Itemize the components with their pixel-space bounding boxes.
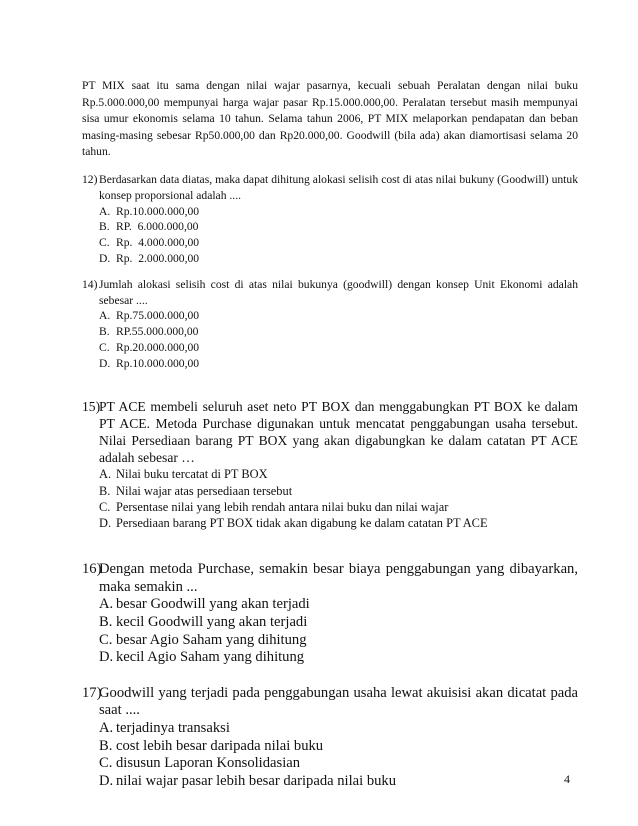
question-text: Jumlah alokasi selisih cost di atas nilai bukunya (goodwill) dengan konsep Unit Ekonomi adalah sebesar .... [99, 277, 578, 307]
option-d: D. Rp. 2.000.000,00 [99, 251, 200, 265]
option-c: C. Rp.20.000.000,00 [99, 340, 200, 354]
question-number: 14) [82, 277, 98, 291]
question-15 [82, 398, 578, 532]
option-c: C. Persentase nilai yang lebih rendah antara nilai buku dan nilai wajar [99, 499, 449, 514]
question-number: 15) [82, 398, 101, 414]
question-14 [82, 277, 578, 372]
question-number: 17) [82, 684, 102, 701]
option-b: B. cost lebih besar daripada nilai buku [99, 737, 324, 754]
option-a: A. besar Goodwill yang akan terjadi [99, 596, 310, 613]
option-d: D. Persediaan barang PT BOX tidak akan digabung ke dalam catatan PT ACE [99, 515, 488, 530]
option-d: D. kecil Agio Saham yang dihitung [99, 649, 305, 666]
question-text: Goodwill yang terjadi pada penggabungan usaha lewat akuisisi akan dicatat pada saat .... [99, 684, 578, 719]
option-a: A. Rp.75.000.000,00 [99, 309, 200, 323]
question-text: Dengan metoda Purchase, semakin besar biaya penggabungan yang dibayarkan, maka semakin ... [99, 561, 578, 595]
question-number: 16) [82, 561, 102, 578]
option-b: B. RP.55.000.000,00 [99, 325, 199, 339]
option-c: C. besar Agio Saham yang dihitung [99, 631, 307, 648]
option-list [99, 720, 578, 790]
option-c: C. disusun Laporan Konsolidasian [99, 755, 301, 772]
option-b: B. kecil Goodwill yang akan terjadi [99, 613, 308, 630]
question-12 [82, 172, 578, 267]
option-b: B. RP. 6.000.000,00 [99, 220, 199, 234]
option-b: B. Nilai wajar atas persediaan tersebut [99, 483, 293, 498]
question-17 [82, 685, 578, 791]
question-number: 12) [82, 172, 98, 186]
page-number: 4 [564, 772, 570, 786]
option-list [99, 466, 578, 531]
question-text: PT ACE membeli seluruh aset neto PT BOX dan menggabungkan PT BOX ke dalam PT ACE. Metoda Purchase digunakan untuk mencatat penggabungan usaha tersebut. Nilai Persediaan barang PT BOX yang akan digabungkan ke dalam catatan PT ACE adalah sebesar … [99, 398, 578, 466]
option-d: D. Rp.10.000.000,00 [99, 356, 200, 370]
question-text: Berdasarkan data diatas, maka dapat dihitung alokasi selisih cost di atas nilai bukuny (Goodwill) untuk konsep proporsional adalah .... [99, 172, 578, 202]
option-a: A. Rp.10.000.000,00 [99, 204, 200, 218]
intro-paragraph: PT MIX saat itu sama dengan nilai wajar pasarnya, kecuali sebuah Peralatan dengan nilai buku Rp.5.000.000,00 mempunyai harga wajar pasar Rp.15.000.000,00. Peralatan tersebut masih mempunyai sisa umur ekonomis selama 10 tahun. Selama tahun 2006, PT MIX melaporkan pendapatan dan beban masing-masing sebesar Rp50.000,00 dan Rp20.000,00. Goodwill (bila ada) akan diamortisasi selama 20 tahun. [82, 79, 578, 159]
option-a: A. terjadinya transaksi [99, 719, 230, 736]
option-a: A. Nilai buku tercatat di PT BOX [99, 467, 268, 482]
option-list [99, 596, 578, 666]
document-page [82, 78, 578, 790]
option-list [99, 308, 578, 371]
question-16 [82, 561, 578, 667]
option-c: C. Rp. 4.000.000,00 [99, 236, 200, 250]
option-d: D. nilai wajar pasar lebih besar daripada nilai buku [99, 772, 397, 789]
option-list [99, 204, 578, 267]
